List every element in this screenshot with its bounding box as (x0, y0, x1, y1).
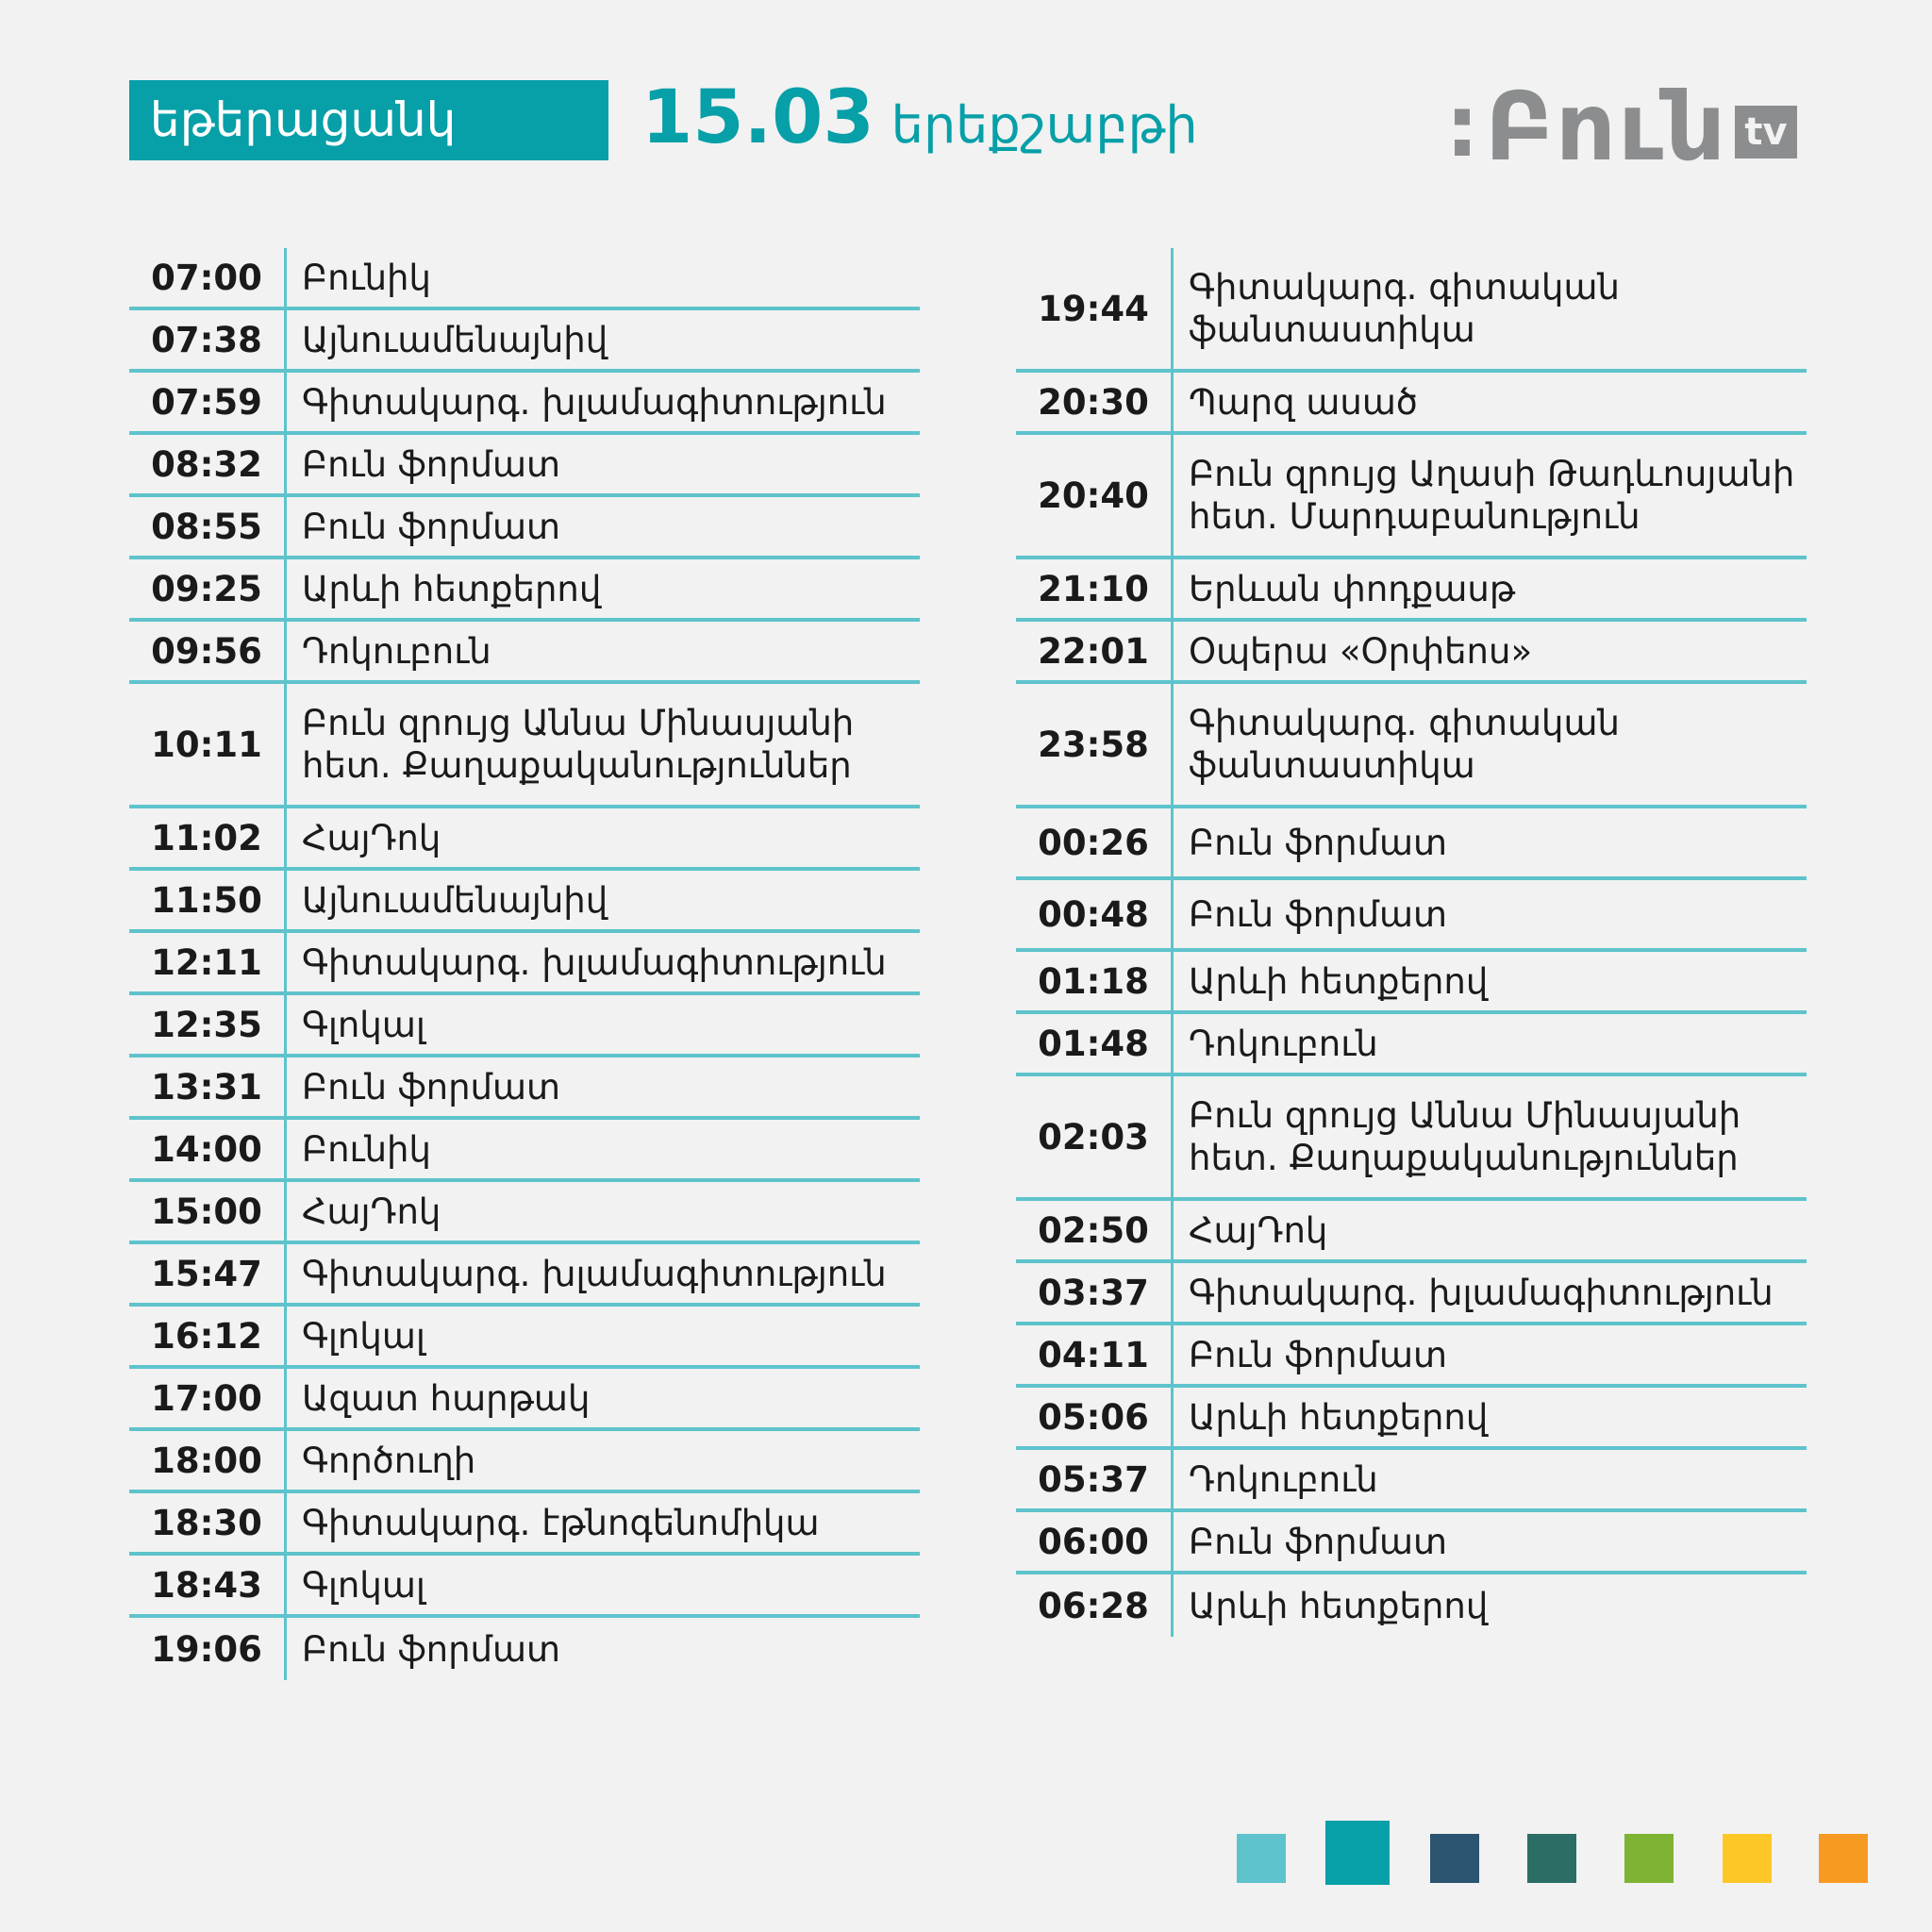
program-title: Բունիկ (302, 257, 431, 298)
schedule-row (129, 622, 920, 684)
schedule-row (1016, 622, 1807, 684)
color-swatch (1819, 1834, 1868, 1883)
schedule-row (1016, 1201, 1807, 1263)
program-title: Այնուամենայնիվ (302, 879, 608, 921)
program-time: 01:18 (1038, 960, 1149, 1002)
schedule-row (129, 808, 920, 871)
schedule-row (129, 1618, 920, 1680)
schedule-date (641, 66, 1198, 170)
program-time: 03:37 (1038, 1272, 1149, 1313)
program-time: 21:10 (1038, 568, 1149, 609)
logo-name: Բուն (1485, 72, 1728, 182)
color-swatch (1624, 1834, 1674, 1883)
program-title: Պարզ ասած (1189, 381, 1418, 423)
color-swatch (1237, 1834, 1286, 1883)
program-title: Երևան փոդքասթ (1189, 568, 1516, 609)
schedule-row (1016, 808, 1807, 880)
schedule-row (1016, 1325, 1807, 1388)
logo-colon: : (1445, 77, 1479, 176)
program-time: 12:11 (151, 941, 262, 983)
channel-logo (1445, 72, 1797, 182)
program-title: Բուն ֆորմատ (302, 1066, 561, 1108)
program-time: 19:06 (151, 1628, 262, 1670)
schedule-row (1016, 1388, 1807, 1450)
program-time: 16:12 (151, 1315, 262, 1357)
schedule-row (129, 1182, 920, 1244)
schedule-row (129, 1307, 920, 1369)
program-time: 12:35 (151, 1004, 262, 1045)
program-time: 01:48 (1038, 1023, 1149, 1064)
schedule-row (1016, 880, 1807, 952)
program-title: Գլոկալ (302, 1004, 425, 1045)
program-time: 07:38 (151, 319, 262, 360)
program-title: Բուն ֆորմատ (1189, 1521, 1448, 1562)
program-time: 15:47 (151, 1253, 262, 1294)
schedule-row (129, 1369, 920, 1431)
program-time: 23:58 (1038, 724, 1149, 765)
program-title: Բուն ֆորմատ (1189, 1334, 1448, 1375)
schedule-row (1016, 684, 1807, 808)
program-time: 17:00 (151, 1377, 262, 1419)
schedule-row (1016, 1014, 1807, 1076)
schedule-row (129, 559, 920, 622)
program-time: 11:02 (151, 817, 262, 858)
day-of-week: երեքշաբթի (891, 95, 1198, 155)
schedule-row (129, 1556, 920, 1618)
schedule-row (129, 1120, 920, 1182)
program-title: Գիտակարգ. խլամագիտություն (302, 1253, 887, 1294)
program-title: Արևի հետքերով (1189, 1585, 1489, 1626)
schedule-row (129, 1431, 920, 1493)
color-swatch (1430, 1834, 1479, 1883)
schedule-row (129, 995, 920, 1058)
program-time: 00:48 (1038, 893, 1149, 935)
program-title: Այնուամենայնիվ (302, 319, 608, 360)
color-swatches (0, 1821, 1932, 1887)
program-time: 05:06 (1038, 1396, 1149, 1438)
schedule-row (129, 373, 920, 435)
program-title: ՀայԴոկ (1189, 1209, 1328, 1251)
schedule-row (1016, 248, 1807, 373)
program-title: Գիտակարգ. խլամագիտություն (302, 941, 887, 983)
program-time: 14:00 (151, 1128, 262, 1170)
program-title: Բուն ֆորմատ (302, 443, 561, 485)
program-title: Գլոկալ (302, 1564, 425, 1606)
program-time: 09:25 (151, 568, 262, 609)
program-time: 02:50 (1038, 1209, 1149, 1251)
program-title: Գիտակարգ. խլամագիտություն (1189, 1272, 1774, 1313)
schedule-column-left (129, 248, 920, 1680)
program-title: Արևի հետքերով (302, 568, 602, 609)
program-title: ՀայԴոկ (302, 1191, 441, 1232)
program-time: 18:30 (151, 1502, 262, 1543)
schedule-row (129, 435, 920, 497)
program-time: 20:40 (1038, 475, 1149, 516)
program-title: Արևի հետքերով (1189, 960, 1489, 1002)
schedule-label: եթերացանկ (129, 80, 608, 160)
program-time: 08:55 (151, 506, 262, 547)
program-title: Բուն ֆորմատ (302, 1628, 561, 1670)
schedule-row (1016, 1076, 1807, 1201)
program-time: 07:59 (151, 381, 262, 423)
program-title: Բուն զրույց Աղասի Թադևոսյանի հետ. Մարդաբանություն (1189, 454, 1795, 537)
program-title: Բուն զրույց Աննա Մինասյանի հետ. Քաղաքականություններ (1189, 1095, 1741, 1178)
program-time: 04:11 (1038, 1334, 1149, 1375)
program-time: 11:50 (151, 879, 262, 921)
schedule-row (129, 497, 920, 559)
program-time: 09:56 (151, 630, 262, 672)
logo-tv-badge: tv (1735, 106, 1796, 158)
schedule-row (1016, 435, 1807, 559)
color-swatch (1527, 1834, 1576, 1883)
program-time: 15:00 (151, 1191, 262, 1232)
program-time: 05:37 (1038, 1458, 1149, 1500)
program-time: 07:00 (151, 257, 262, 298)
program-time: 00:26 (1038, 822, 1149, 863)
program-title: Գիտակարգ. գիտական ֆանտաստիկա (1189, 267, 1620, 350)
program-title: Գիտակարգ. գիտական ֆանտաստիկա (1189, 703, 1620, 786)
program-title: ՀայԴոկ (302, 817, 441, 858)
schedule-row (1016, 952, 1807, 1014)
schedule-row (1016, 1450, 1807, 1512)
program-title: Արևի հետքերով (1189, 1396, 1489, 1438)
program-time: 18:00 (151, 1440, 262, 1481)
program-title: Գիտակարգ. էթնոգենոմիկա (302, 1502, 820, 1543)
program-title: Օպերա «Օրփեոս» (1189, 630, 1533, 672)
program-title: Բուն ֆորմատ (1189, 822, 1448, 863)
program-title: Բուն ֆորմատ (302, 506, 561, 547)
program-time: 02:03 (1038, 1116, 1149, 1158)
color-swatch (1723, 1834, 1772, 1883)
program-time: 08:32 (151, 443, 262, 485)
date-number: 15.03 (641, 75, 874, 160)
schedule-row (129, 310, 920, 373)
program-title: Դոկուբուն (1189, 1023, 1378, 1064)
schedule-row (1016, 1512, 1807, 1574)
schedule-column-right (1016, 248, 1807, 1637)
schedule-row (129, 1244, 920, 1307)
schedule-row (1016, 373, 1807, 435)
schedule-row (1016, 1574, 1807, 1637)
schedule-row (1016, 559, 1807, 622)
program-title: Գլոկալ (302, 1315, 425, 1357)
schedule-row (129, 933, 920, 995)
program-title: Դոկուբուն (1189, 1458, 1378, 1500)
schedule-row (129, 684, 920, 808)
program-title: Բունիկ (302, 1128, 431, 1170)
schedule-row (129, 1493, 920, 1556)
program-time: 18:43 (151, 1564, 262, 1606)
schedule-row (129, 248, 920, 310)
color-swatch (1325, 1821, 1390, 1885)
program-time: 22:01 (1038, 630, 1149, 672)
program-time: 06:00 (1038, 1521, 1149, 1562)
program-time: 20:30 (1038, 381, 1149, 423)
program-title: Գիտակարգ. խլամագիտություն (302, 381, 887, 423)
program-time: 06:28 (1038, 1585, 1149, 1626)
schedule-row (1016, 1263, 1807, 1325)
program-title: Բուն զրույց Աննա Մինասյանի հետ. Քաղաքականություններ (302, 703, 855, 786)
program-title: Գործուղի (302, 1440, 476, 1481)
program-title: Ազատ հարթակ (302, 1377, 591, 1419)
program-time: 13:31 (151, 1066, 262, 1108)
program-title: Դոկուբուն (302, 630, 491, 672)
program-time: 10:11 (151, 724, 262, 765)
program-time: 19:44 (1038, 288, 1149, 329)
program-title: Բուն ֆորմատ (1189, 893, 1448, 935)
schedule-row (129, 1058, 920, 1120)
schedule-row (129, 871, 920, 933)
